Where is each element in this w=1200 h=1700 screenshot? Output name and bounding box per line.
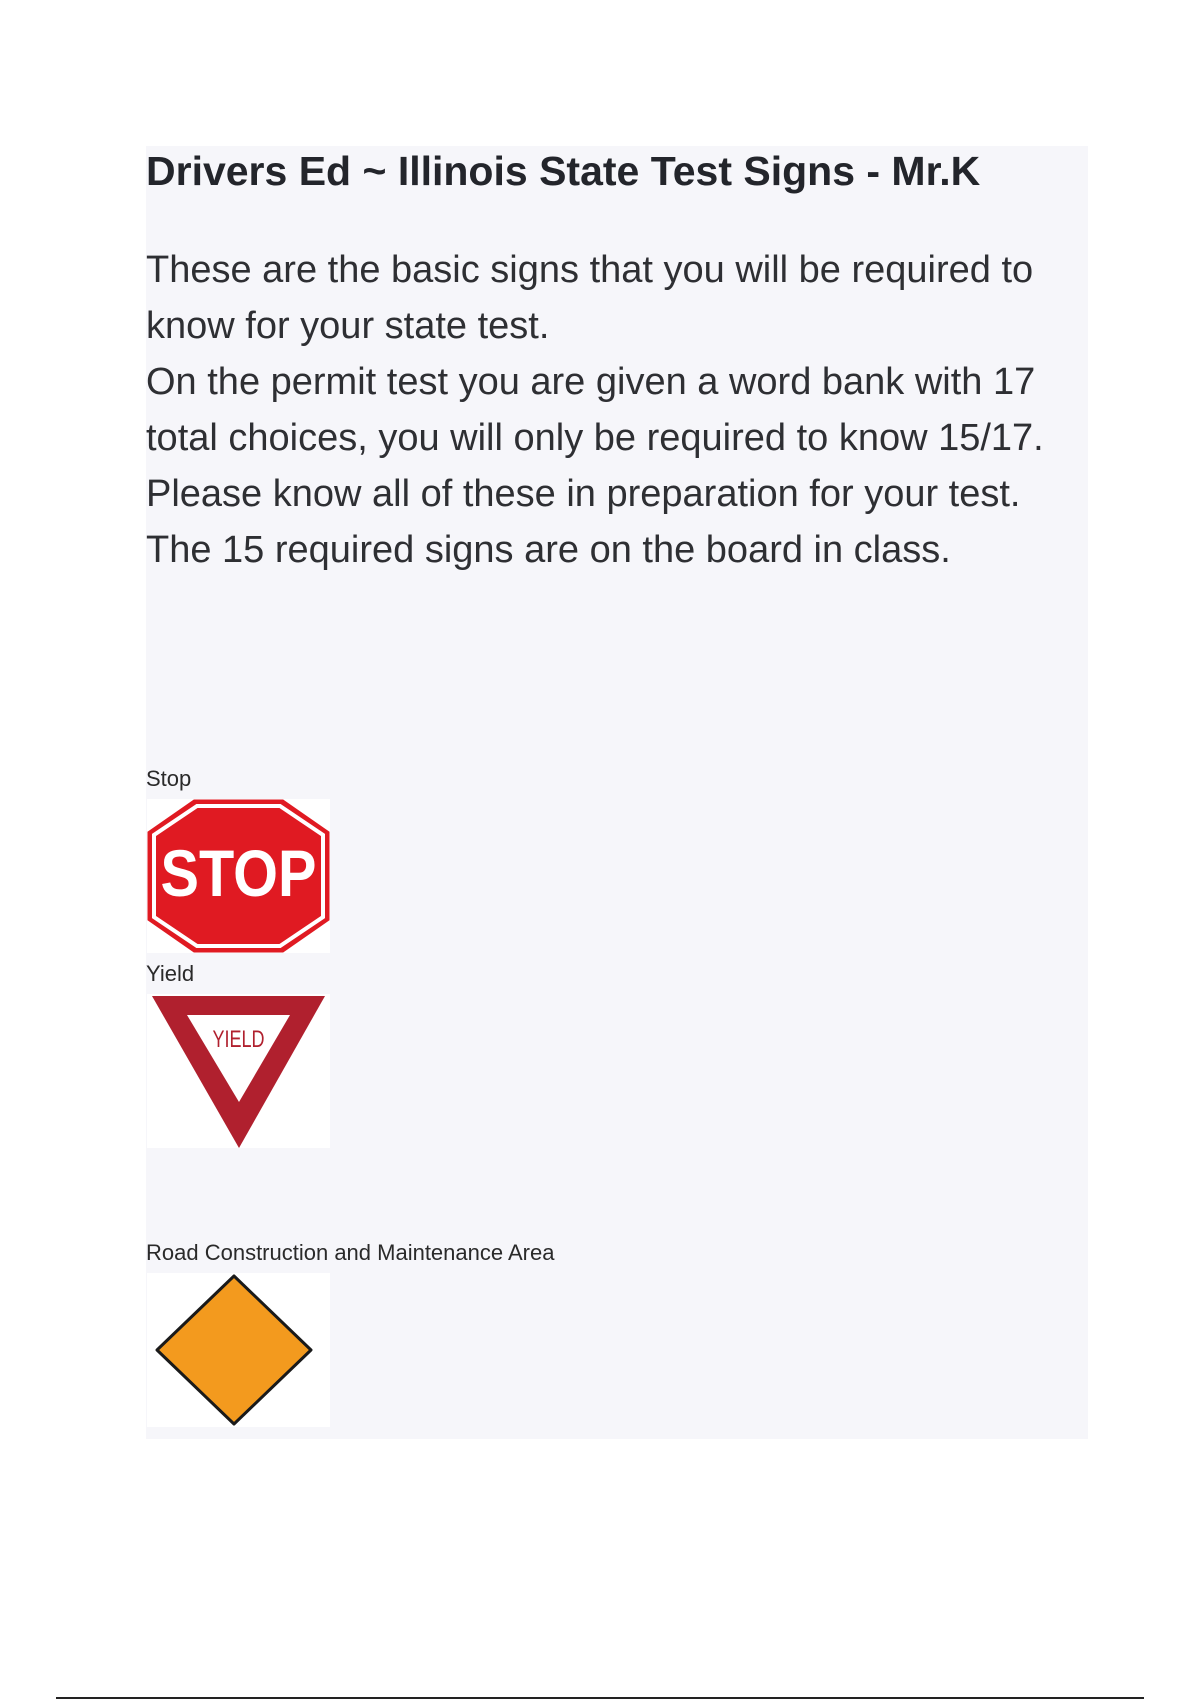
yield-sign-icon	[147, 994, 330, 1148]
yield-sign-text: YIELD	[212, 1026, 265, 1053]
sign-label-road-construction: Road Construction and Maintenance Area	[146, 1240, 555, 1265]
stop-sign-image	[147, 799, 330, 953]
page-bottom-rule	[56, 1697, 1144, 1699]
intro-paragraph-3: The 15 required signs are on the board in class.	[146, 529, 951, 571]
sign-label-yield: Yield	[146, 961, 195, 986]
construction-diamond-sign-icon	[147, 1273, 330, 1427]
intro-paragraph-1: These are the basic signs that you will be required to know for your state test.	[146, 249, 1034, 347]
yield-sign-image	[147, 994, 330, 1148]
page-title: Drivers Ed ~ Illinois State Test Signs - Mr.K	[146, 148, 981, 194]
sign-label-stop: Stop	[146, 766, 192, 791]
intro-text	[146, 242, 1096, 578]
stop-sign-text: STOP	[160, 836, 317, 910]
intro-paragraph-2: On the permit test you are given a word bank with 17 total choices, you will only be required to know 15/17. Please know all of these in preparation for your test.	[146, 361, 1044, 515]
construction-sign-image	[147, 1273, 330, 1427]
stop-sign-icon	[147, 799, 330, 953]
